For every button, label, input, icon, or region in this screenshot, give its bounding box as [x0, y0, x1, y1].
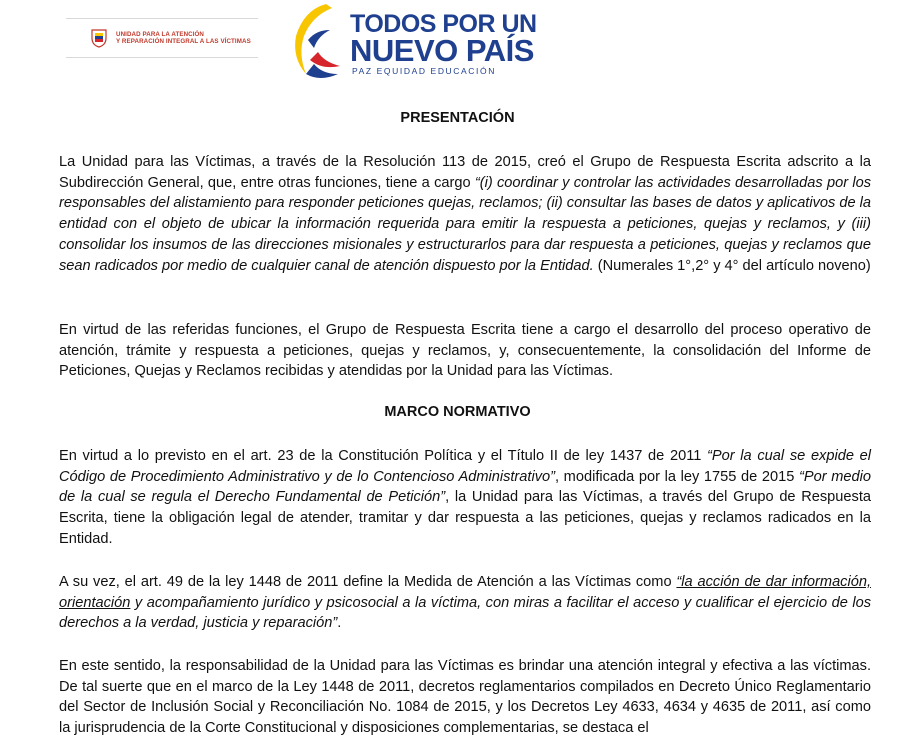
m2-quote-underlined: “la acción de dar información, orientación: [59, 574, 872, 611]
p1-numerals: (Numerales 1°,2° y 4° del artículo noveno): [593, 257, 871, 274]
heading-marco-normativo: MARCO NORMATIVO: [384, 404, 531, 420]
unit-logo-block: [66, 18, 258, 58]
p1-quote: “(i) coordinar y controlar las actividades desarrolladas por los responsables del alistamiento para responder peticiones quejas, reclamos; (ii) consultar las bases de datos y aplicativos de la entidad con el objeto de ubicar la información requerida para emitir la respuesta a peticiones, quejas y reclamos, y (iii) consolidar los insumos de las direcciones misionales y estructurarlos para dar respuesta a peticiones, quejas y reclamos que sean radicados por medio de cualquier canal de atención dispuesto por la Entidad.: [59, 174, 872, 274]
paragraph-presentacion-1: [59, 152, 871, 276]
logo-line2: NUEVO PAÍS: [350, 33, 534, 68]
colombia-crest-icon: [90, 28, 108, 48]
logo-tagline: PAZ EQUIDAD EDUCACIÓN: [352, 66, 496, 76]
paragraph-presentacion-2: En virtud de las referidas funciones, el Grupo de Respuesta Escrita tiene a cargo el desarrollo del proceso operativo de atención, trámite y respuesta a peticiones, quejas y reclamos, y, consecuentemente, la consolidación del Informe de Peticiones, Quejas y Reclamos recibidas y atendidas por la Unidad para las Víctimas.: [59, 322, 871, 380]
m1-text-c: , modificada por la ley 1755 de 2015: [554, 468, 800, 485]
m2-quote-rest: y acompañamiento jurídico y psicosocial a la víctima, con miras a facilitar el acceso y cualificar el ejercicio de los derechos a la verdad, justicia y reparación”: [59, 594, 871, 632]
m1-text-e: , la Unidad para las Víctimas, a través del Grupo de Respuesta Escrita, tiene la obligación legal de atender, tramitar y dar respuesta a las peticiones, quejas y reclamos radicados en la Entidad.: [59, 489, 871, 547]
m2-end: .: [337, 615, 342, 632]
paragraph-marco-2: [59, 572, 871, 634]
unit-name-line2: Y REPARACIÓN INTEGRAL A LAS VÍCTIMAS: [116, 38, 251, 45]
paragraph-marco-1: [59, 446, 871, 550]
todos-por-un-nuevo-pais-logo: [286, 0, 537, 82]
m1-law-title: “Por la cual se expide el Código de Procedimiento Administrativo y de lo Contencioso Administrativo”: [59, 448, 871, 485]
unit-name-line1: UNIDAD PARA LA ATENCIÓN: [116, 31, 205, 38]
logo-line1: TODOS POR UN: [350, 10, 537, 38]
m1-law-1755-title: “Por medio de la cual se regula el Derecho Fundamental de Petición”: [59, 468, 871, 506]
logo-swoosh-icon: [286, 0, 348, 80]
unit-name: [116, 31, 251, 45]
paragraph-marco-3: En este sentido, la responsabilidad de la Unidad para las Víctimas es brindar una atención integral y efectiva a las víctimas. De tal suerte que en el marco de la Ley 1448 de 2011, decretos reglamentarios compilados en Decreto Único Reglamentario del Sector de Inclusión Social y Reconciliación No. 1084 de 2015, y los Decretos Ley 4633, 4634 y 4635 de 2011, así como la jurisprudencia de la Corte Constitucional y disposiciones complementarias, se destaca el: [59, 658, 871, 737]
heading-presentacion: PRESENTACIÓN: [400, 110, 515, 126]
p1-text: La Unidad para las Víctimas, a través de la Resolución 113 de 2015, creó el Grupo de Respuesta Escrita adscrito a la Subdirección General, que, entre otras funciones, tiene a cargo: [59, 154, 871, 191]
m2-text-a: A su vez, el art. 49 de la ley 1448 de 2011 define la Medida de Atención a las Víctimas como: [59, 574, 677, 590]
m1-text-a: En virtud a lo previsto en el art. 23 de la Constitución Política y el Título II de ley 1437 de 2011: [59, 448, 708, 464]
